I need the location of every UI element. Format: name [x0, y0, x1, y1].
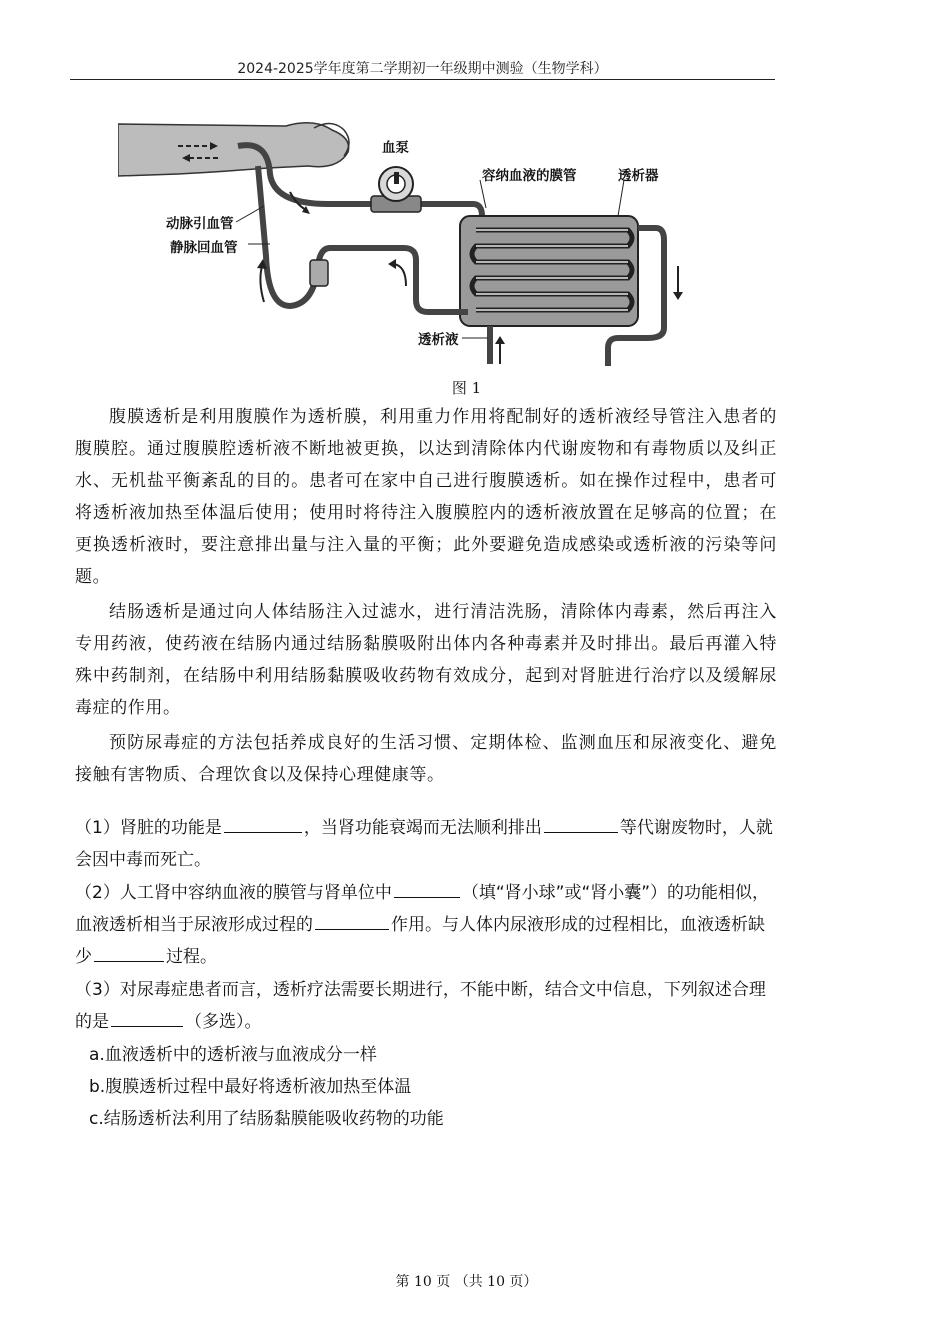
bubble-trap	[310, 260, 328, 286]
q2-text-c: 作用。与人体内尿液形成的过程相比，血液透析缺少	[75, 915, 765, 967]
flow-arrow-3	[260, 266, 264, 302]
passage-paragraph: 预防尿毒症的方法包括养成良好的生活习惯、定期体检、监测血压和尿液变化、避免接触有害物质、合理饮食以及保持心理健康等。	[75, 733, 777, 785]
q1-text-c: 等代谢废物时，人就会因中毒而死亡。	[75, 818, 773, 870]
label-dialysate: 透析液	[418, 332, 459, 348]
question-2	[75, 877, 777, 973]
question-3	[75, 974, 777, 1038]
answer-blank[interactable]	[94, 943, 164, 962]
dialysis-figure	[118, 116, 698, 368]
answer-blank[interactable]	[315, 911, 389, 930]
label-blood-pump: 血泵	[382, 140, 409, 156]
label-artery-tube: 动脉引血管	[166, 216, 234, 232]
answer-blank[interactable]	[111, 1008, 183, 1027]
passage-paragraph: 腹膜透析是利用腹膜作为透析膜，利用重力作用将配制好的透析液经导管注入患者的腹膜腔。通过腹膜腔透析液不断地被更换，以达到清除体内代谢废物和有毒物质以及纠正水、无机盐平衡紊乱的目的。患者可在家中自己进行腹膜透析。如在操作过程中，患者可将透析液加热至体温后使用；使用时将待注入腹膜腔内的透析液放置在足够高的位置；在更换透析液时，要注意排出量与注入量的平衡；此外要避免造成感染或透析液的污染等问题。	[75, 407, 777, 587]
q3-text-b: （多选）。	[185, 1012, 262, 1032]
option-b: b.腹膜透析过程中最好将透析液加热至体温	[89, 1077, 412, 1097]
label-membrane-tube: 容纳血液的膜管	[482, 168, 577, 184]
page-header: 2024-2025学年度第二学期初一年级期中测验（生物学科）	[237, 61, 608, 77]
header-divider	[70, 79, 775, 80]
option-a: a.血液透析中的透析液与血液成分一样	[89, 1045, 377, 1065]
answer-blank[interactable]	[544, 814, 618, 833]
question-section	[75, 812, 777, 1135]
option-c: c.结肠透析法利用了结肠黏膜能吸收药物的功能	[89, 1109, 444, 1129]
reading-passage	[75, 401, 777, 794]
q1-text-a: （1）肾脏的功能是	[75, 818, 222, 838]
label-vein-tube: 静脉回血管	[170, 240, 238, 256]
label-dialyzer: 透析器	[618, 168, 659, 184]
figure-caption: 图 1	[451, 379, 482, 397]
passage-paragraph: 结肠透析是通过向人体结肠注入过滤水，进行清洁洗肠，清除体内毒素，然后再注入专用药液，使药液在结肠内通过结肠黏膜吸附出体内各种毒素并及时排出。最后再灌入特殊中药制剂，在结肠中利用结肠黏膜吸收药物有效成分，起到对肾脏进行治疗以及缓解尿毒症的作用。	[75, 602, 777, 718]
q3-text-a: （3）对尿毒症患者而言，透析疗法需要长期进行，不能中断，结合文中信息，下列叙述合理的是	[75, 980, 766, 1032]
answer-blank[interactable]	[394, 879, 460, 898]
vein-tube	[258, 166, 468, 312]
question-1	[75, 812, 777, 876]
pump-to-dialyzer-tube	[418, 204, 482, 216]
answer-blank[interactable]	[224, 814, 302, 833]
q2-text-a: （2）人工肾中容纳血液的膜管与肾单位中	[75, 883, 392, 903]
q2-text-d: 过程。	[166, 947, 217, 967]
page-footer: 第 10 页 （共 10 页）	[395, 1274, 538, 1290]
q2-text-b: （填“肾小球”或“肾小囊”）的功能相似，血液透析相当于尿液形成过程的	[75, 883, 770, 935]
patient-arm	[118, 123, 349, 176]
q1-text-b: ，当肾功能衰竭而无法顺利排出	[303, 818, 542, 838]
